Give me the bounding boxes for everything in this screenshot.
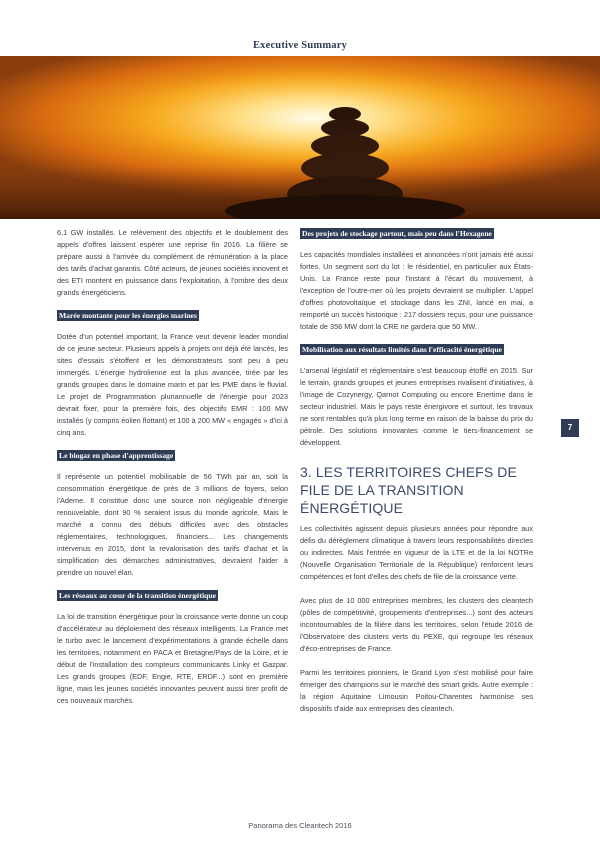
right-paragraph-4: Avec plus de 10 000 entreprises membres, les clusters des cleantech (pôles de compétitivité, groupements d'entreprises...) sont des acteurs incontournables de la filière dans les territoires, selon l'étude 2016 de l'Observatoire des clusters verts du PEXE, qui regroupe les réseaux d'éco-entreprises de France.	[300, 596, 533, 653]
right-paragraph-1: Les capacités mondiales installées et annoncées n'ont jamais été aussi fortes. Un segment sort du lot : le résidentiel, en particulier aux États-Unis. La France reste pour l'instant à l'écart du mouvement, à l'exception de l'outre-mer où les projets devraient se multiplier. L'appel d'offres photovoltaïque et stockage dans les ZNI, lancé en mai, a remporté un succès historique : 217 dossiers reçus, pour une puissance totale de 356 MW dont la CRE ne gardera que 50 MW.	[300, 250, 533, 331]
stone-stack-illustration	[0, 56, 600, 219]
section-title-territoires: 3. LES TERRITOIRES CHEFS DE FILE DE LA TRANSITION ÉNERGÉTIQUE	[300, 464, 517, 516]
subheading-reseaux: Les réseaux au cœur de la transition énergétique	[59, 591, 216, 600]
subheading-biogaz: Le biogaz en phase d'apprentissage	[59, 451, 174, 460]
left-column	[57, 227, 288, 707]
right-column	[300, 227, 533, 715]
subheading-stockage: Des projets de stockage partout, mais peu dans l'Hexagone	[302, 229, 492, 238]
subheading-energies-marines: Marée montante pour les énergies marines	[59, 311, 197, 320]
left-paragraph-1: 6,1 GW installés. Le relèvement des objectifs et le doublement des appels d'offres laissent espérer une reprise fin 2016. La filière se prépare aussi à l'arrivée du complément de rémunération à la place des tarifs d'achat garantis. Côté acteurs, de jeunes sociétés innovent et des ETI montent en puissance dans l'exploitation, à l'ombre des deux grands énergéticiens.	[57, 228, 288, 297]
subheading-efficacite-energetique: Mobilisation aux résultats limités dans l'efficacité énergétique	[302, 345, 502, 354]
page-footer: Panorama des Cleantech 2016	[248, 821, 352, 830]
page-header-title: Executive Summary	[252, 40, 348, 51]
right-paragraph-5: Parmi les territoires pionniers, le Grand Lyon s'est mobilisé pour faire émerger des champions sur le marché des smart grids. Autre exemple : la région Aquitaine Limousin Poitou-Charentes harmonise ses dispositifs d'aide aux entreprises des cleantech.	[300, 668, 533, 713]
left-paragraph-3: Il représente un potentiel mobilisable de 56 TWh par an, soit la consommation énergétique de près de 3 millions de foyers, selon l'Ademe. Il constitue donc une source non négligeable d'énergie renouvelable, dont 90 % seraient issus du monde agricole. Mais le marché a connu des débuts difficiles avec des obstacles réglementaires, technologiques, financiers... Les changements intervenus en 2015, dont la revalorisation des tarifs d'achat et la simplification des démarches administratives, devraient l'aider à prendre un nouvel élan.	[57, 472, 288, 577]
left-paragraph-2: Dotée d'un potentiel important, la France veut devenir leader mondial de ce jeune secteur. Plusieurs appels à projets ont déjà été lancés, les sites d'essais s'étoffent et les démonstrateurs sont peu à peu immergés. L'énergie hydrolienne est la plus avancée, tirée par les grands groupes dans le domaine marin et par les PME dans le fluvial. Le projet de Programmation pluriannuelle de l'énergie pour 2023 devrait fixer, pour la première fois, des objectifs EMR : 100 MW installés (y compris éolien flottant) et 100 à 200 MW « engagés » d'ici à cinq ans.	[57, 332, 288, 437]
page-number-badge: 7	[561, 419, 579, 437]
left-paragraph-4: La loi de transition énergétique pour la croissance verte donne un coup d'accélérateur au déploiement des réseaux intelligents. La France met le turbo avec le lancement d'expérimentations à grande échelle dans les territoires, notamment en PACA et Bretagne/Pays de la Loire, et le début de l'installation des compteurs communicants Linky et Gazpar. Les grands groupes (EDF, Engie, RTE, ERDF...) sont en première ligne, mais les jeunes sociétés innovantes peuvent aussi tirer profit de ces nouveaux marchés.	[57, 612, 288, 705]
right-paragraph-2: L'arsenal législatif et réglementaire s'est beaucoup étoffé en 2015. Sur le terrain, grands groupes et jeunes entreprises rivalisent d'initiatives, à l'image de Cozynergy, Qarnot Computing ou encore Enertime dans le secteur industriel. Mais le pays reste énergivore et surtout, les travaux ne sont rentables qu'à plus long terme en raison de la baisse du prix du pétrole. Des solutions innovantes comme le tiers-financement se développent.	[300, 366, 533, 447]
hero-image-stacked-stones-sunset	[0, 56, 600, 219]
right-paragraph-3: Les collectivités agissent depuis plusieurs années pour répondre aux défis du dérèglement climatique à travers leurs responsabilités directes ou indirectes. Mais l'entrée en vigueur de la LTE et de la loi NOTRe (Nouvelle Organisation Territoriale de la République) renforcent leurs compétences et font d'elles des chefs de file de la croissance verte.	[300, 524, 533, 581]
